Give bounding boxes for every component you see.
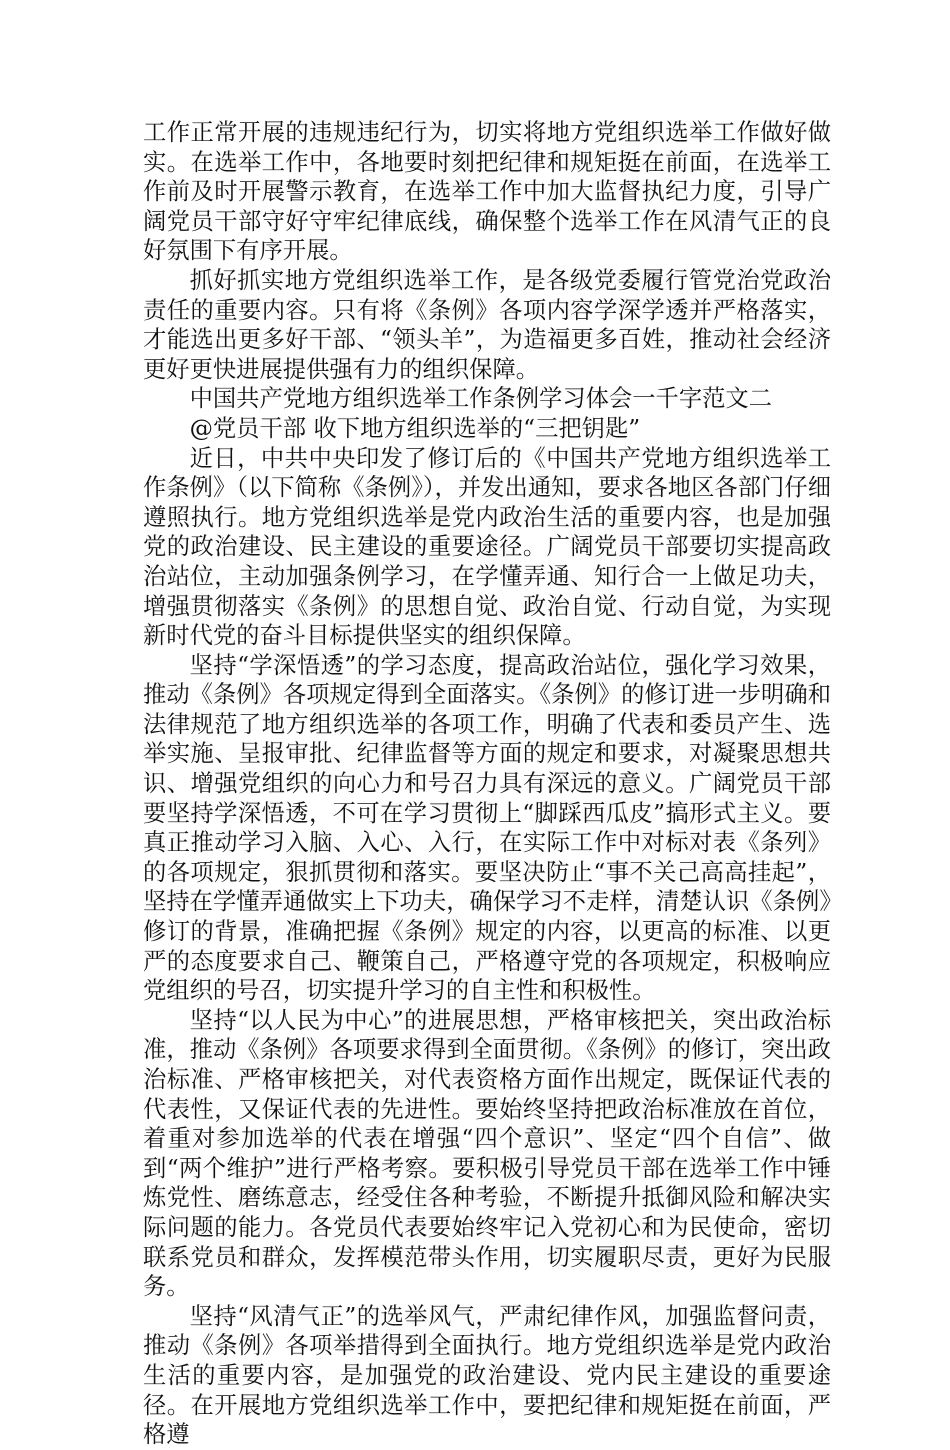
section-title: 中国共产党地方组织选举工作条例学习体会一千字范文二 [189,385,773,413]
body-paragraph: 抓好抓实地方党组织选举工作，是各级党委履行管党治党政治责任的重要内容。只有将《条例》各项内容学深学透并严格落实，才能选出更多好干部、“领头羊”，为造福更多百姓，推动社会经济更好更快进展提供强有力的组织保障。 [143,266,831,383]
body-paragraph: 工作正常开展的违规违纪行为，切实将地方党组织选举工作做好做实。在选举工作中，各地要时刻把纪律和规矩挺在前面，在选举工作前及时开展警示教育，在选举工作中加大监督执纪力度，引导广阔党员干部守好守牢纪律底线，确保整个选举工作在风清气正的良好氛围下有序开展。 [143,119,831,265]
body-paragraph: 坚持“风清气正”的选举风气，严肃纪律作风，加强监督问责，推动《条例》各项举措得到全面执行。地方党组织选举是党内政治生活的重要内容，是加强党的政治建设、党内民主建设的重要途径。在开展地方党组织选举工作中，要把纪律和规矩挺在前面，严格遵 [143,1302,831,1449]
body-paragraph: 坚持“以人民为中心”的进展思想，严格审核把关，突出政治标准，推动《条例》各项要求得到全面贯彻。《条例》的修订，突出政治标准、严格审核把关，对代表资格方面作出规定，既保证代表的代表性，又保证代表的先进性。要始终坚持把政治标准放在首位，着重对参加选举的代表在增强“四个意识”、坚定“四个自信”、做到“两个维护”进行严格考察。要积极引导党员干部在选举工作中锤炼党性、磨练意志，经受住各种考验，不断提升抵御风险和解决实际问题的能力。各党员代表要始终牢记入党初心和为民使命，密切联系党员和群众，发挥模范带头作用，切实履职尽责，更好为民服务。 [143,1006,831,1301]
document-page [143,118,831,1450]
body-paragraph: 近日，中共中央印发了修订后的《中国共产党地方组织选举工作条例》（以下简称《条例》），并发出通知，要求各地区各部门仔细遵照执行。地方党组织选举是党内政治生活的重要内容，也是加强党的政治建设、民主建设的重要途径。广阔党员干部要切实提高政治站位，主动加强条例学习，在学懂弄通、知行合一上做足功夫，增强贯彻落实《条例》的思想自觉、政治自觉、行动自觉，为实现新时代党的奋斗目标提供坚实的组织保障。 [143,444,831,650]
body-paragraph: 坚持“学深悟透”的学习态度，提高政治站位，强化学习效果，推动《条例》各项规定得到全面落实。《条例》的修订进一步明确和法律规范了地方组织选举的各项工作，明确了代表和委员产生、选举实施、呈报审批、纪律监督等方面的规定和要求，对凝聚思想共识、增强党组织的向心力和号召力具有深远的意义。广阔党员干部要坚持学深悟透，不可在学习贯彻上“脚踩西瓜皮”搞形式主义。要真正推动学习入脑、入心、入行，在实际工作中对标对表《条列》的各项规定，狠抓贯彻和落实。要坚决防止“事不关己高高挂起”，坚持在学懂弄通做实上下功夫，确保学习不走样，清楚认识《条例》修订的背景，准确把握《条例》规定的内容，以更高的标准、以更严的态度要求自己、鞭策自己，严格遵守党的各项规定，积极响应党组织的号召，切实提升学习的自主性和积极性。 [143,651,831,1005]
section-subtitle: @党员干部 收下地方组织选举的“三把钥匙” [189,414,641,442]
